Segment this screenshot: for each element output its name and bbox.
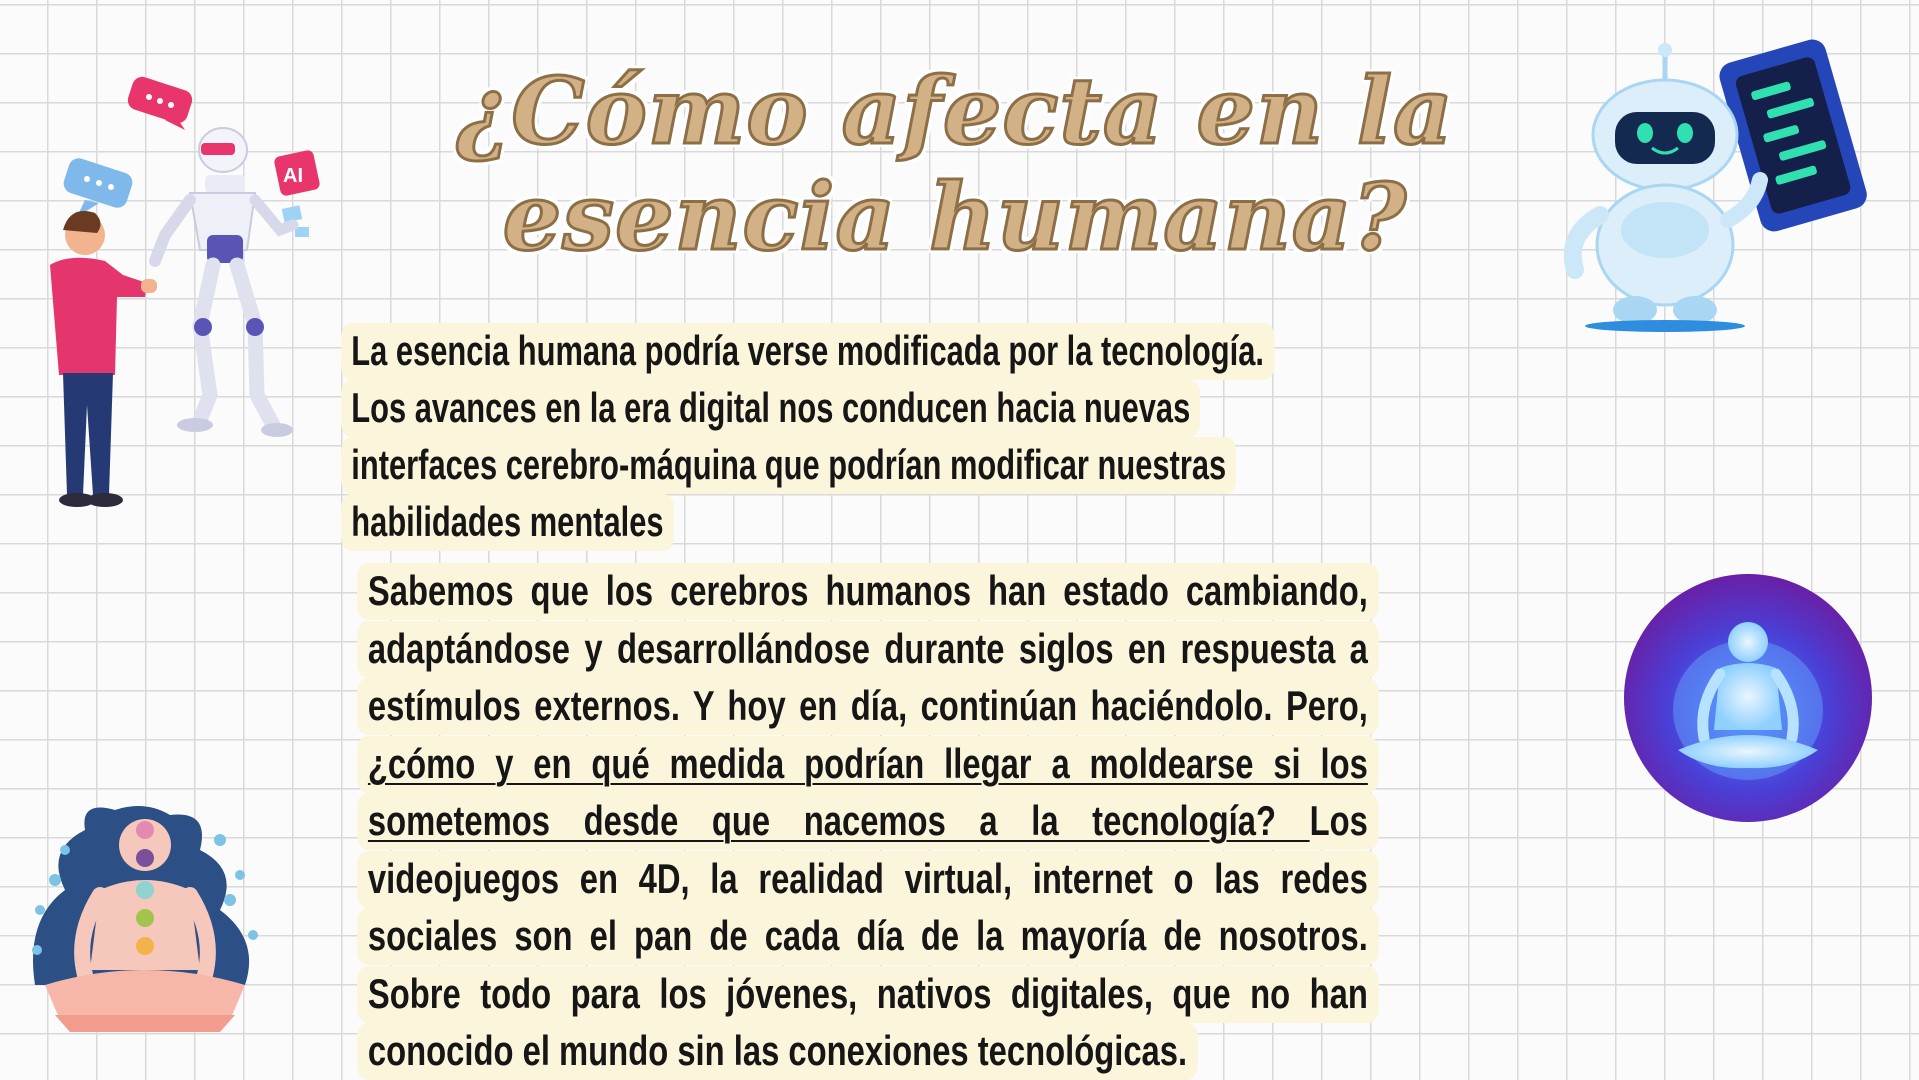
paragraph-brains-text	[357, 563, 1379, 1080]
paragraph-brains-intro: Sabemos que los cerebros humanos han estado cambiando, adaptándose y desarrollándose durante siglos en respuesta a estímulos externos. Y hoy en día, continúan haciéndolo. Pero,	[367, 567, 1368, 729]
paragraph-essence-text: La esencia humana podría verse modificada por la tecnología. Los avances en la era digital nos conducen hacia nuevas interfaces cerebro-máquina que podrían modificar nuestras habilidades mentales	[341, 323, 1274, 551]
slide-title: ¿Cómo afecta en la esencia humana?	[456, 57, 1454, 271]
human-figure	[50, 211, 157, 507]
paragraph-brains-question: ¿cómo y en qué medida podrían llegar a moldearse si los sometemos desde que nacemos a la tecnología?	[367, 739, 1368, 844]
ai-badge	[273, 149, 320, 196]
speech-bubble-icon	[125, 75, 194, 130]
robot-figure	[155, 128, 293, 437]
chakra-meditation-icon	[15, 770, 275, 1040]
paragraph-brains	[357, 562, 1379, 1080]
glowing-meditation-icon	[1620, 570, 1876, 826]
human-robot-handshake-icon	[25, 75, 325, 515]
speech-bubble-icon	[61, 156, 135, 217]
paragraph-essence	[341, 322, 1311, 550]
chatbot-robot-icon	[1550, 30, 1890, 340]
paragraph-brains-outro: Los videojuegos en 4D, la realidad virtual, internet o las redes sociales son el pan de cada día de la mayoría de nosotros. Sobre todo para los jóvenes, nativos digitales, que no han conocido el mundo sin las conexiones tecnológicas.	[367, 797, 1368, 1074]
svg-text:AI: AI	[283, 165, 303, 187]
